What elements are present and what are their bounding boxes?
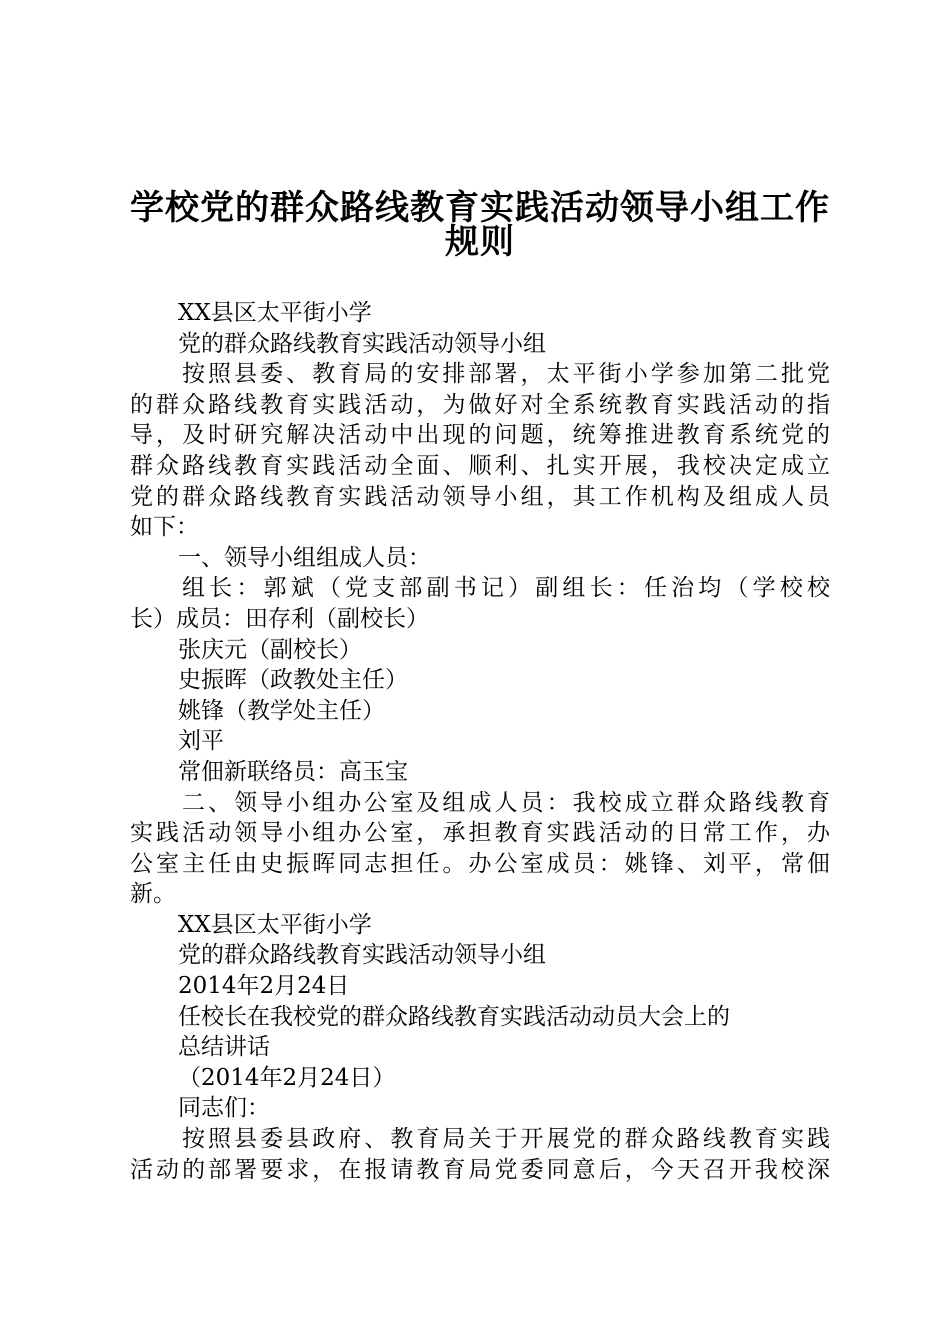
member-line: 刘平 (178, 728, 224, 755)
school-name: XX县区太平街小学 (178, 911, 372, 938)
paragraph-line: 按照县委、教育局的安排部署，太平街小学参加第二批党 (182, 361, 830, 388)
paragraph-line: 按照县委县政府、教育局关于开展党的群众路线教育实践 (182, 1126, 830, 1153)
speech-date: （2014年2月24日） (178, 1064, 396, 1091)
member-line: 姚锋（教学处主任） (178, 697, 385, 724)
paragraph-line: 实践活动领导小组办公室，承担教育实践活动的日常工作，办 (130, 820, 830, 847)
paragraph-line: 党的群众路线教育实践活动领导小组，其工作机构及组成人员 (130, 483, 830, 510)
paragraph-line: 新。 (130, 881, 176, 908)
document-title-line-2: 规则 (445, 222, 515, 262)
paragraph-line: 的群众路线教育实践活动，为做好对全系统教育实践活动的指 (130, 391, 830, 418)
document-body (130, 298, 830, 1185)
section-heading: 一、领导小组组成人员： (178, 544, 431, 571)
paragraph-line: 长）成员：田存利（副校长） (130, 605, 429, 632)
salutation: 同志们： (178, 1095, 270, 1122)
group-name: 党的群众路线教育实践活动领导小组 (178, 942, 546, 969)
paragraph-line: 公室主任由史振晖同志担任。办公室成员：姚锋、刘平，常佃 (130, 850, 830, 877)
member-line: 常佃新联络员：高玉宝 (178, 758, 408, 785)
paragraph-line: 导，及时研究解决活动中出现的问题，统筹推进教育系统党的 (130, 422, 830, 449)
date-line: 2014年2月24日 (178, 973, 350, 1000)
paragraph-line: 组长：郭斌（党支部副书记）副组长：任治均（学校校 (182, 575, 830, 602)
paragraph-line: 如下： (130, 514, 199, 541)
paragraph-line: 群众路线教育实践活动全面、顺利、扎实开展，我校决定成立 (130, 452, 830, 479)
paragraph-line: 活动的部署要求，在报请教育局党委同意后，今天召开我校深 (130, 1156, 830, 1183)
speech-title: 总结讲话 (178, 1034, 270, 1061)
school-name: XX县区太平街小学 (178, 300, 372, 326)
member-line: 张庆元（副校长） (178, 636, 362, 663)
document-title-line-1: 学校党的群众路线教育实践活动领导小组工作 (130, 188, 830, 228)
group-name: 党的群众路线教育实践活动领导小组 (178, 330, 546, 357)
member-line: 史振晖（政教处主任） (178, 667, 408, 694)
paragraph-line: 二、领导小组办公室及组成人员：我校成立群众路线教育 (182, 789, 830, 816)
speech-title: 任校长在我校党的群众路线教育实践活动动员大会上的 (178, 1003, 730, 1030)
